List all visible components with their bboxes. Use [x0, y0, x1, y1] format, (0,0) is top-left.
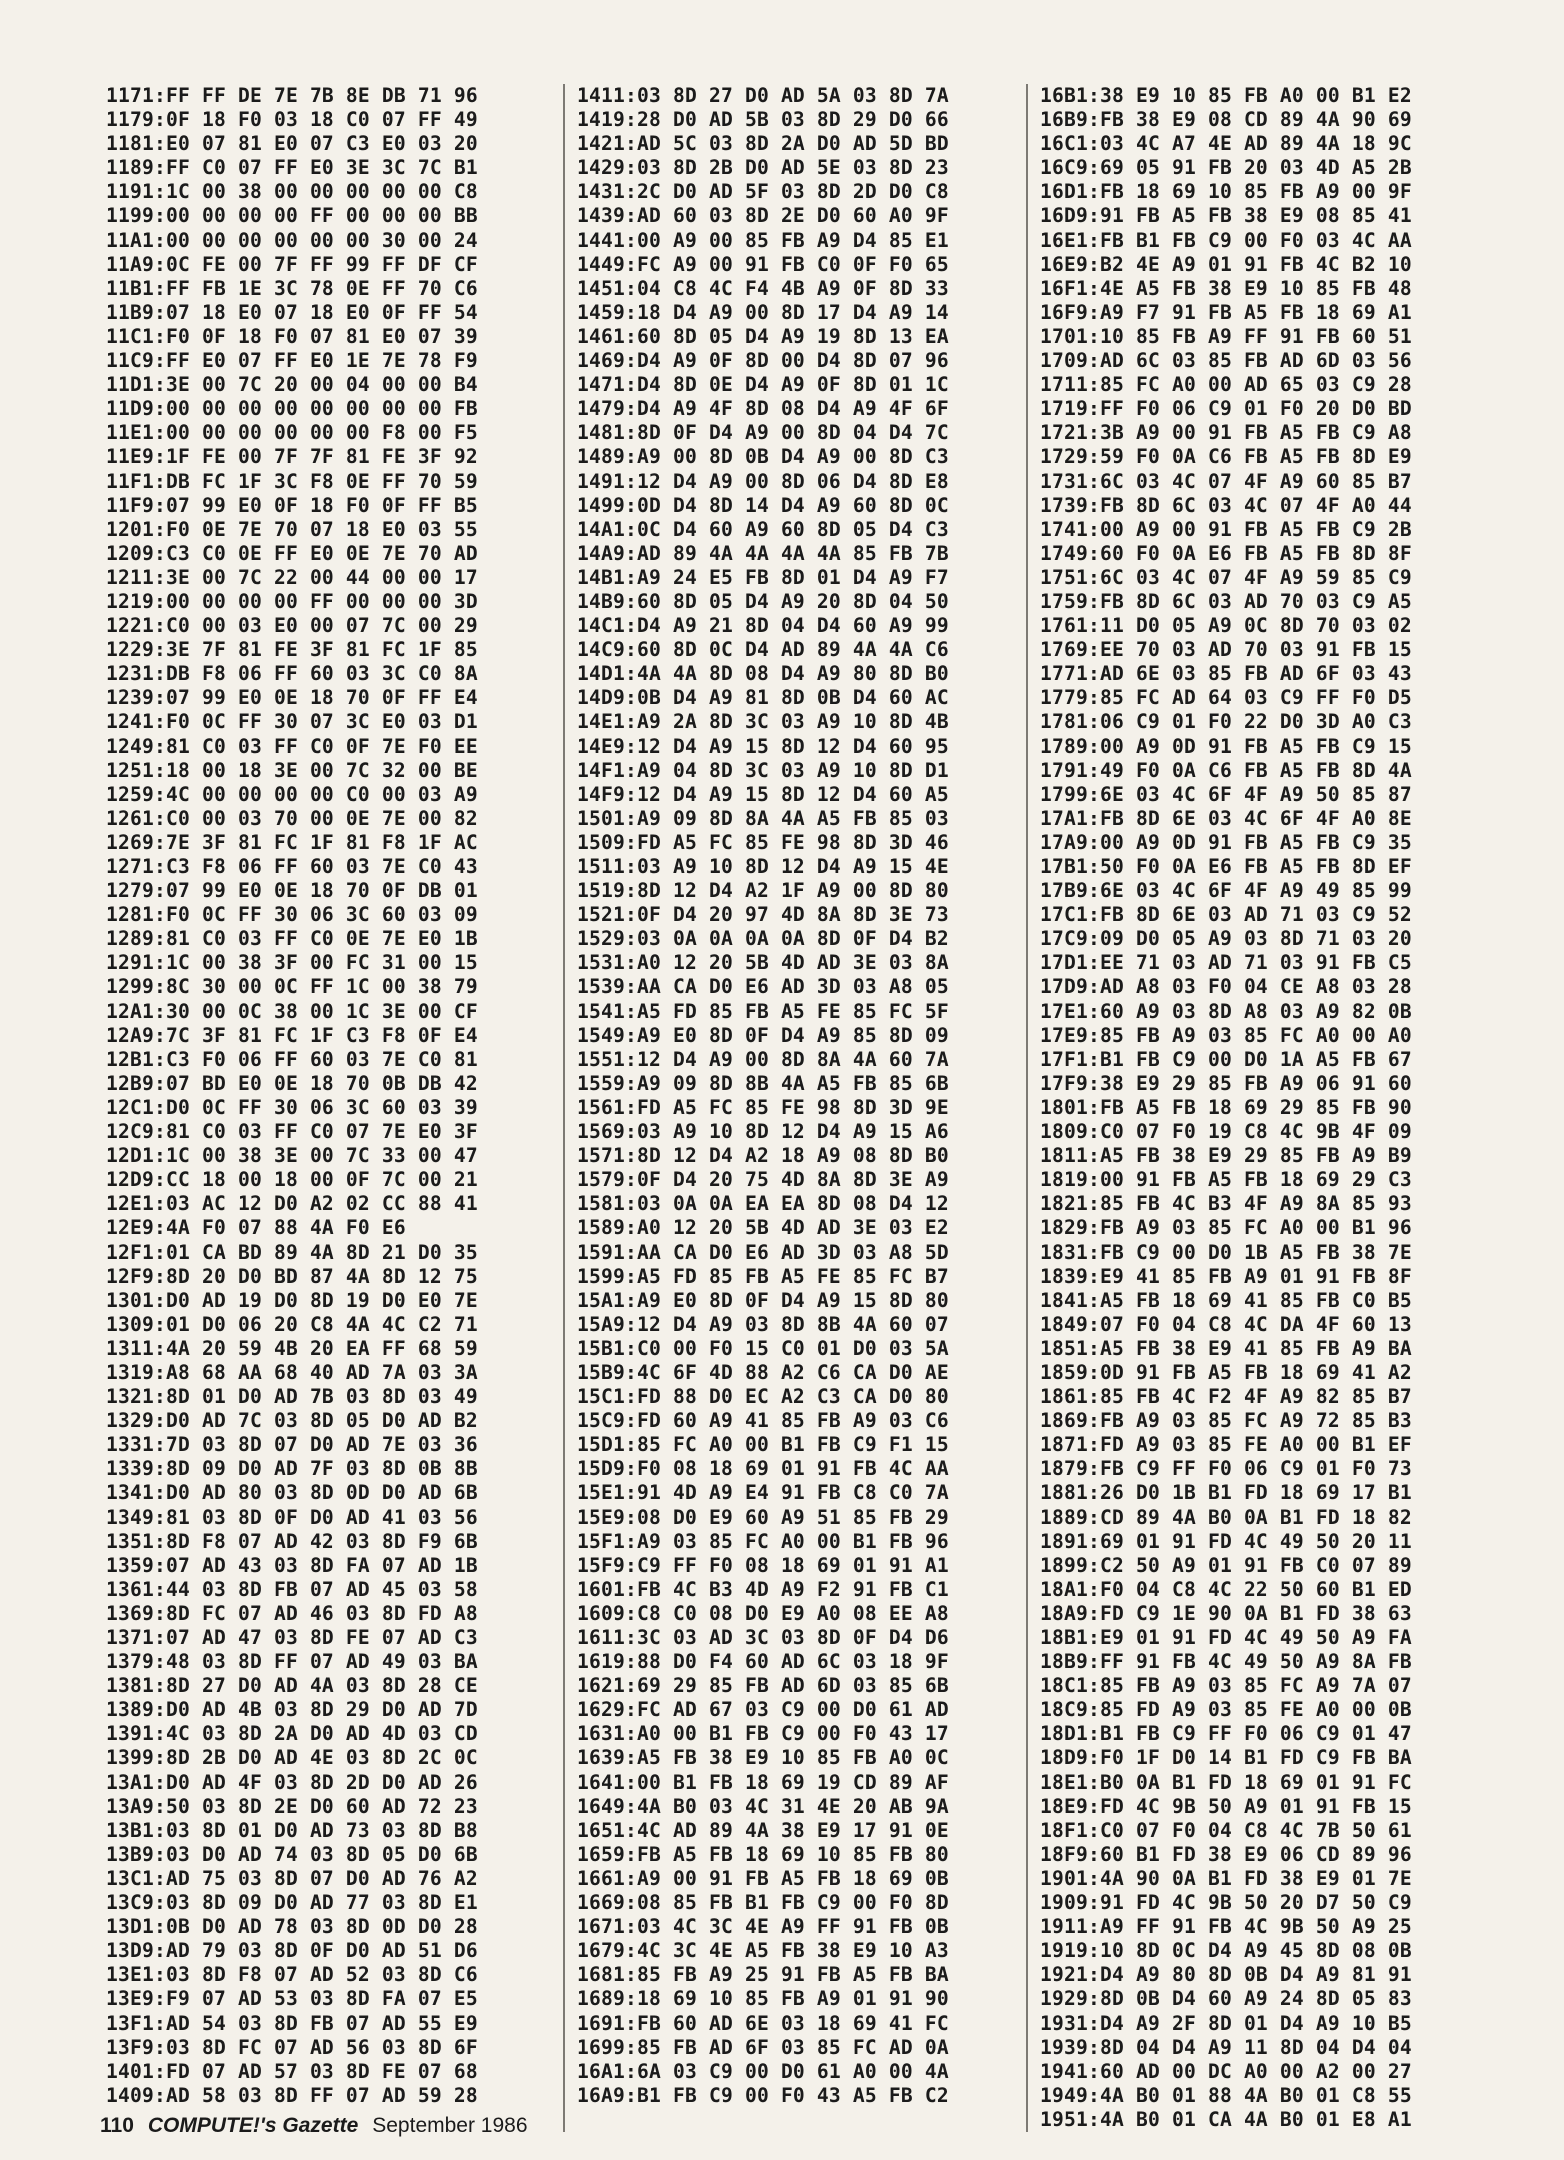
- listing-line: 12B9:07 BD E0 0E 18 70 0B DB 42: [106, 1071, 478, 1095]
- listing-line: 1771:AD 6E 03 85 FB AD 6F 03 43: [1040, 662, 1412, 686]
- listing-line: 1389:D0 AD 4B 03 8D 29 D0 AD 7D: [106, 1698, 478, 1722]
- listing-line: 1201:F0 0E 7E 70 07 18 E0 03 55: [106, 517, 478, 541]
- listing-line: 13E1:03 8D F8 07 AD 52 03 8D C6: [106, 1963, 478, 1987]
- listing-line: 14E9:12 D4 A9 15 8D 12 D4 60 95: [577, 734, 949, 758]
- listing-line: 1699:85 FB AD 6F 03 85 FC AD 0A: [577, 2035, 949, 2059]
- listing-line: 1509:FD A5 FC 85 FE 98 8D 3D 46: [577, 830, 949, 854]
- listing-line: 1581:03 0A 0A EA EA 8D 08 D4 12: [577, 1192, 949, 1216]
- listing-line: 1239:07 99 E0 0E 18 70 0F FF E4: [106, 686, 478, 710]
- listing-line: 12C1:D0 0C FF 30 06 3C 60 03 39: [106, 1095, 478, 1119]
- listing-line: 1311:4A 20 59 4B 20 EA FF 68 59: [106, 1336, 478, 1360]
- listing-line: 1219:00 00 00 00 FF 00 00 00 3D: [106, 589, 478, 613]
- listing-line: 1519:8D 12 D4 A2 1F A9 00 8D 80: [577, 879, 949, 903]
- listing-line: 15E9:08 D0 E9 60 A9 51 85 FB 29: [577, 1505, 949, 1529]
- listing-line: 12F9:8D 20 D0 BD 87 4A 8D 12 75: [106, 1264, 478, 1288]
- listing-line: 1561:FD A5 FC 85 FE 98 8D 3D 9E: [577, 1095, 949, 1119]
- listing-line: 1489:A9 00 8D 0B D4 A9 00 8D C3: [577, 445, 949, 469]
- listing-line: 17C9:09 D0 05 A9 03 8D 71 03 20: [1040, 927, 1412, 951]
- listing-column-2: [563, 84, 1014, 2132]
- listing-line: 16D1:FB 18 69 10 85 FB A9 00 9F: [1040, 180, 1412, 204]
- listing-line: 17A1:FB 8D 6E 03 4C 6F 4F A0 8E: [1040, 806, 1412, 830]
- listing-line: 16F9:A9 F7 91 FB A5 FB 18 69 A1: [1040, 300, 1412, 324]
- listing-line: 1271:C3 F8 06 FF 60 03 7E C0 43: [106, 855, 478, 878]
- listing-line: 1899:C2 50 A9 01 91 FB C0 07 89: [1040, 1553, 1412, 1577]
- listing-line: 1709:AD 6C 03 85 FB AD 6D 03 56: [1040, 349, 1412, 373]
- listing-line: 11B1:FF FB 1E 3C 78 0E FF 70 C6: [106, 276, 478, 300]
- listing-line: 1741:00 A9 00 91 FB A5 FB C9 2B: [1040, 517, 1412, 541]
- listing-line: 16B1:38 E9 10 85 FB A0 00 B1 E2: [1040, 84, 1412, 107]
- listing-line: 1241:F0 0C FF 30 07 3C E0 03 D1: [106, 710, 478, 734]
- listing-line: 1691:FB 60 AD 6E 03 18 69 41 FC: [577, 2011, 949, 2035]
- listing-line: 1431:2C D0 AD 5F 03 8D 2D D0 C8: [577, 180, 949, 204]
- listing-line: 1451:04 C8 4C F4 4B A9 0F 8D 33: [577, 276, 949, 300]
- listing-line: 11D9:00 00 00 00 00 00 00 00 FB: [106, 397, 478, 421]
- listing-line: 1951:4A B0 01 CA 4A B0 01 E8 A1: [1040, 2107, 1412, 2131]
- listing-line: 16D9:91 FB A5 FB 38 E9 08 85 41: [1040, 204, 1412, 228]
- listing-line: 13E9:F9 07 AD 53 03 8D FA 07 E5: [106, 1987, 478, 2011]
- listing-line: 16F1:4E A5 FB 38 E9 10 85 FB 48: [1040, 276, 1412, 300]
- listing-line: 13A9:50 03 8D 2E D0 60 AD 72 23: [106, 1794, 478, 1818]
- listing-line: 1369:8D FC 07 AD 46 03 8D FD A8: [106, 1601, 478, 1625]
- listing-line: 1849:07 F0 04 C8 4C DA 4F 60 13: [1040, 1312, 1412, 1336]
- listing-line: 1811:A5 FB 38 E9 29 85 FB A9 B9: [1040, 1144, 1412, 1168]
- listing-line: 1689:18 69 10 85 FB A9 01 91 90: [577, 1987, 949, 2011]
- listing-line: 1209:C3 C0 0E FF E0 0E 7E 70 AD: [106, 541, 478, 565]
- listing-line: 16E1:FB B1 FB C9 00 F0 03 4C AA: [1040, 228, 1412, 252]
- listing-line: 1229:3E 7F 81 FE 3F 81 FC 1F 85: [106, 638, 478, 662]
- listing-line: 1869:FB A9 03 85 FC A9 72 85 B3: [1040, 1409, 1412, 1433]
- listing-line: 1921:D4 A9 80 8D 0B D4 A9 81 91: [1040, 1963, 1412, 1987]
- listing-line: 1339:8D 09 D0 AD 7F 03 8D 0B 8B: [106, 1457, 478, 1481]
- listing-line: 1649:4A B0 03 4C 31 4E 20 AB 9A: [577, 1794, 949, 1818]
- listing-line: 1429:03 8D 2B D0 AD 5E 03 8D 23: [577, 156, 949, 180]
- listing-line: 18A1:F0 04 C8 4C 22 50 60 B1 ED: [1040, 1577, 1412, 1601]
- listing-line: 14B1:A9 24 E5 FB 8D 01 D4 A9 F7: [577, 565, 949, 589]
- listing-line: 14A1:0C D4 60 A9 60 8D 05 D4 C3: [577, 517, 949, 541]
- listing-line: 15C1:FD 88 D0 EC A2 C3 CA D0 80: [577, 1385, 949, 1409]
- listing-line: 15B1:C0 00 F0 15 C0 01 D0 03 5A: [577, 1336, 949, 1360]
- listing-line: 1319:A8 68 AA 68 40 AD 7A 03 3A: [106, 1360, 478, 1384]
- listing-line: 17D9:AD A8 03 F0 04 CE A8 03 28: [1040, 975, 1412, 999]
- listing-line: 17E1:60 A9 03 8D A8 03 A9 82 0B: [1040, 999, 1412, 1023]
- listing-line: 1481:8D 0F D4 A9 00 8D 04 D4 7C: [577, 421, 949, 445]
- listing-line: 1539:AA CA D0 E6 AD 3D 03 A8 05: [577, 975, 949, 999]
- page-footer: [100, 2114, 528, 2138]
- listing-line: 12D1:1C 00 38 3E 00 7C 33 00 47: [106, 1144, 478, 1168]
- listing-line: 1261:C0 00 03 70 00 0E 7E 00 82: [106, 806, 478, 830]
- listing-line: 18A9:FD C9 1E 90 0A B1 FD 38 63: [1040, 1601, 1412, 1625]
- listing-line: 1769:EE 70 03 AD 70 03 91 FB 15: [1040, 638, 1412, 662]
- listing-line: 13F1:AD 54 03 8D FB 07 AD 55 E9: [106, 2011, 478, 2035]
- listing-line: 1631:A0 00 B1 FB C9 00 F0 43 17: [577, 1722, 949, 1746]
- listing-line: 1211:3E 00 7C 22 00 44 00 00 17: [106, 565, 478, 589]
- listing-line: 1831:FB C9 00 D0 1B A5 FB 38 7E: [1040, 1240, 1412, 1264]
- listing-line: 13D9:AD 79 03 8D 0F D0 AD 51 D6: [106, 1939, 478, 1963]
- listing-line: 12F1:01 CA BD 89 4A 8D 21 D0 35: [106, 1240, 478, 1264]
- listing-line: 1619:88 D0 F4 60 AD 6C 03 18 9F: [577, 1650, 949, 1674]
- listing-line: 15D9:F0 08 18 69 01 91 FB 4C AA: [577, 1457, 949, 1481]
- listing-line: 18F9:60 B1 FD 38 E9 06 CD 89 96: [1040, 1842, 1412, 1866]
- listing-line: 12B1:C3 F0 06 FF 60 03 7E C0 81: [106, 1047, 478, 1071]
- listing-line: 13B1:03 8D 01 D0 AD 73 03 8D B8: [106, 1818, 478, 1842]
- listing-line: 1521:0F D4 20 97 4D 8A 8D 3E 73: [577, 903, 949, 927]
- listing-line: 1551:12 D4 A9 00 8D 8A 4A 60 7A: [577, 1047, 949, 1071]
- listing-line: 13F9:03 8D FC 07 AD 56 03 8D 6F: [106, 2035, 478, 2059]
- listing-line: 1801:FB A5 FB 18 69 29 85 FB 90: [1040, 1095, 1412, 1119]
- listing-line: 13B9:03 D0 AD 74 03 8D 05 D0 6B: [106, 1842, 478, 1866]
- listing-line: 12C9:81 C0 03 FF C0 07 7E E0 3F: [106, 1120, 478, 1144]
- listing-line: 11B9:07 18 E0 07 18 E0 0F FF 54: [106, 300, 478, 324]
- listing-line: 16A9:B1 FB C9 00 F0 43 A5 FB C2: [577, 2083, 949, 2107]
- listing-line: 14A9:AD 89 4A 4A 4A 4A 85 FB 7B: [577, 541, 949, 565]
- listing-line: 1249:81 C0 03 FF C0 0F 7E F0 EE: [106, 734, 478, 758]
- listing-line: 1331:7D 03 8D 07 D0 AD 7E 03 36: [106, 1433, 478, 1457]
- listing-line: 18F1:C0 07 F0 04 C8 4C 7B 50 61: [1040, 1818, 1412, 1842]
- listing-line: 1329:D0 AD 7C 03 8D 05 D0 AD B2: [106, 1409, 478, 1433]
- listing-line: 1839:E9 41 85 FB A9 01 91 FB 8F: [1040, 1264, 1412, 1288]
- listing-line: 17A9:00 A9 0D 91 FB A5 FB C9 35: [1040, 830, 1412, 854]
- listing-line: 1941:60 AD 00 DC A0 00 A2 00 27: [1040, 2059, 1412, 2083]
- listing-line: 1401:FD 07 AD 57 03 8D FE 07 68: [106, 2059, 478, 2083]
- listing-line: 1861:85 FB 4C F2 4F A9 82 85 B7: [1040, 1385, 1412, 1409]
- listing-line: 12E9:4A F0 07 88 4A F0 E6: [106, 1216, 406, 1240]
- listing-line: 13D1:0B D0 AD 78 03 8D 0D D0 28: [106, 1915, 478, 1939]
- listing-line: 1909:91 FD 4C 9B 50 20 D7 50 C9: [1040, 1891, 1412, 1915]
- listing-line: 1859:0D 91 FB A5 FB 18 69 41 A2: [1040, 1360, 1412, 1384]
- listing-line: 1761:11 D0 05 A9 0C 8D 70 03 02: [1040, 614, 1412, 638]
- listing-line: 1611:3C 03 AD 3C 03 8D 0F D4 D6: [577, 1626, 949, 1649]
- listing-line: 1399:8D 2B D0 AD 4E 03 8D 2C 0C: [106, 1746, 478, 1770]
- listing-line: 1181:E0 07 81 E0 07 C3 E0 03 20: [106, 132, 478, 156]
- listing-line: 1661:A9 00 91 FB A5 FB 18 69 0B: [577, 1866, 949, 1890]
- listing-line: 17B1:50 F0 0A E6 FB A5 FB 8D EF: [1040, 855, 1412, 878]
- listing-line: 1391:4C 03 8D 2A D0 AD 4D 03 CD: [106, 1722, 478, 1746]
- listing-line: 1439:AD 60 03 8D 2E D0 60 A0 9F: [577, 204, 949, 228]
- listing-line: 1701:10 85 FB A9 FF 91 FB 60 51: [1040, 324, 1412, 348]
- listing-line: 1889:CD 89 4A B0 0A B1 FD 18 82: [1040, 1505, 1412, 1529]
- listing-line: 1659:FB A5 FB 18 69 10 85 FB 80: [577, 1842, 949, 1866]
- listing-line: 1681:85 FB A9 25 91 FB A5 FB BA: [577, 1963, 949, 1987]
- listing-line: 1789:00 A9 0D 91 FB A5 FB C9 15: [1040, 734, 1412, 758]
- listing-line: 14C9:60 8D 0C D4 AD 89 4A 4A C6: [577, 638, 949, 662]
- listing-line: 1731:6C 03 4C 07 4F A9 60 85 B7: [1040, 469, 1412, 493]
- listing-line: 1949:4A B0 01 88 4A B0 01 C8 55: [1040, 2083, 1412, 2107]
- listing-line: 17C1:FB 8D 6E 03 AD 71 03 C9 52: [1040, 903, 1412, 927]
- listing-line: 1231:DB F8 06 FF 60 03 3C C0 8A: [106, 662, 478, 686]
- listing-line: 1559:A9 09 8D 8B 4A A5 FB 85 6B: [577, 1071, 949, 1095]
- listing-line: 1931:D4 A9 2F 8D 01 D4 A9 10 B5: [1040, 2011, 1412, 2035]
- listing-line: 1919:10 8D 0C D4 A9 45 8D 08 0B: [1040, 1939, 1412, 1963]
- listing-line: 1291:1C 00 38 3F 00 FC 31 00 15: [106, 951, 478, 975]
- listing-line: 13A1:D0 AD 4F 03 8D 2D D0 AD 26: [106, 1770, 478, 1794]
- listing-line: 1751:6C 03 4C 07 4F A9 59 85 C9: [1040, 565, 1412, 589]
- listing-line: 1269:7E 3F 81 FC 1F 81 F8 1F AC: [106, 830, 478, 854]
- listing-line: 1841:A5 FB 18 69 41 85 FB C0 B5: [1040, 1288, 1412, 1312]
- listing-line: 14E1:A9 2A 8D 3C 03 A9 10 8D 4B: [577, 710, 949, 734]
- listing-line: 1939:8D 04 D4 A9 11 8D 04 D4 04: [1040, 2035, 1412, 2059]
- listing-line: 1671:03 4C 3C 4E A9 FF 91 FB 0B: [577, 1915, 949, 1939]
- listing-columns: [100, 84, 1477, 2132]
- listing-line: 14D9:0B D4 A9 81 8D 0B D4 60 AC: [577, 686, 949, 710]
- listing-line: 1609:C8 C0 08 D0 E9 A0 08 EE A8: [577, 1601, 949, 1625]
- listing-line: 17E9:85 FB A9 03 85 FC A0 00 A0: [1040, 1023, 1412, 1047]
- listing-line: 15A9:12 D4 A9 03 8D 8B 4A 60 07: [577, 1312, 949, 1336]
- listing-line: 1929:8D 0B D4 60 A9 24 8D 05 83: [1040, 1987, 1412, 2011]
- listing-line: 1541:A5 FD 85 FB A5 FE 85 FC 5F: [577, 999, 949, 1023]
- listing-line: 16C9:69 05 91 FB 20 03 4D A5 2B: [1040, 156, 1412, 180]
- listing-line: 12D9:CC 18 00 18 00 0F 7C 00 21: [106, 1168, 478, 1192]
- listing-line: 11F9:07 99 E0 0F 18 F0 0F FF B5: [106, 493, 478, 517]
- listing-line: 18B9:FF 91 FB 4C 49 50 A9 8A FB: [1040, 1650, 1412, 1674]
- listing-line: 18C1:85 FB A9 03 85 FC A9 7A 07: [1040, 1674, 1412, 1698]
- listing-line: 12A9:7C 3F 81 FC 1F C3 F8 0F E4: [106, 1023, 478, 1047]
- listing-line: 18E1:B0 0A B1 FD 18 69 01 91 FC: [1040, 1770, 1412, 1794]
- listing-line: 1639:A5 FB 38 E9 10 85 FB A0 0C: [577, 1746, 949, 1770]
- listing-line: 1321:8D 01 D0 AD 7B 03 8D 03 49: [106, 1385, 478, 1409]
- listing-line: 14C1:D4 A9 21 8D 04 D4 60 A9 99: [577, 614, 949, 638]
- listing-line: 1549:A9 E0 8D 0F D4 A9 85 8D 09: [577, 1023, 949, 1047]
- listing-line: 1441:00 A9 00 85 FB A9 D4 85 E1: [577, 228, 949, 252]
- listing-line: 1621:69 29 85 FB AD 6D 03 85 6B: [577, 1674, 949, 1698]
- issue-date: September 1986: [372, 2114, 528, 2137]
- listing-line: 11F1:DB FC 1F 3C F8 0E FF 70 59: [106, 469, 478, 493]
- listing-line: 15B9:4C 6F 4D 88 A2 C6 CA D0 AE: [577, 1360, 949, 1384]
- listing-line: 1881:26 D0 1B B1 FD 18 69 17 B1: [1040, 1481, 1412, 1505]
- listing-line: 1191:1C 00 38 00 00 00 00 00 C8: [106, 180, 478, 204]
- listing-line: 1379:48 03 8D FF 07 AD 49 03 BA: [106, 1650, 478, 1674]
- listing-line: 11A1:00 00 00 00 00 00 30 00 24: [106, 228, 478, 252]
- listing-line: 1651:4C AD 89 4A 38 E9 17 91 0E: [577, 1818, 949, 1842]
- listing-line: 1459:18 D4 A9 00 8D 17 D4 A9 14: [577, 300, 949, 324]
- listing-line: 11A9:0C FE 00 7F FF 99 FF DF CF: [106, 252, 478, 276]
- listing-line: 1341:D0 AD 80 03 8D 0D D0 AD 6B: [106, 1481, 478, 1505]
- listing-line: 1259:4C 00 00 00 00 C0 00 03 A9: [106, 782, 478, 806]
- listing-line: 1819:00 91 FB A5 FB 18 69 29 C3: [1040, 1168, 1412, 1192]
- listing-line: 1371:07 AD 47 03 8D FE 07 AD C3: [106, 1626, 478, 1649]
- listing-line: 17B9:6E 03 4C 6F 4F A9 49 85 99: [1040, 879, 1412, 903]
- listing-column-1: [100, 84, 551, 2132]
- listing-line: 12E1:03 AC 12 D0 A2 02 CC 88 41: [106, 1192, 478, 1216]
- listing-line: 14B9:60 8D 05 D4 A9 20 8D 04 50: [577, 589, 949, 613]
- listing-line: 1729:59 F0 0A C6 FB A5 FB 8D E9: [1040, 445, 1412, 469]
- listing-line: 15F9:C9 FF F0 08 18 69 01 91 A1: [577, 1553, 949, 1577]
- listing-line: 15A1:A9 E0 8D 0F D4 A9 15 8D 80: [577, 1288, 949, 1312]
- listing-line: 1669:08 85 FB B1 FB C9 00 F0 8D: [577, 1891, 949, 1915]
- listing-line: 1479:D4 A9 4F 8D 08 D4 A9 4F 6F: [577, 397, 949, 421]
- listing-line: 1871:FD A9 03 85 FE A0 00 B1 EF: [1040, 1433, 1412, 1457]
- listing-line: 1809:C0 07 F0 19 C8 4C 9B 4F 09: [1040, 1120, 1412, 1144]
- listing-line: 11E1:00 00 00 00 00 00 F8 00 F5: [106, 421, 478, 445]
- listing-line: 1469:D4 A9 0F 8D 00 D4 8D 07 96: [577, 349, 949, 373]
- listing-line: 18C9:85 FD A9 03 85 FE A0 00 0B: [1040, 1698, 1412, 1722]
- listing-line: 1299:8C 30 00 0C FF 1C 00 38 79: [106, 975, 478, 999]
- listing-line: 18B1:E9 01 91 FD 4C 49 50 A9 FA: [1040, 1626, 1412, 1649]
- listing-line: 1879:FB C9 FF F0 06 C9 01 F0 73: [1040, 1457, 1412, 1481]
- listing-line: 1591:AA CA D0 E6 AD 3D 03 A8 5D: [577, 1240, 949, 1264]
- page-number: 110: [100, 2114, 134, 2137]
- listing-line: 15C9:FD 60 A9 41 85 FB A9 03 C6: [577, 1409, 949, 1433]
- listing-line: 1529:03 0A 0A 0A 0A 8D 0F D4 B2: [577, 927, 949, 951]
- listing-line: 11C1:F0 0F 18 F0 07 81 E0 07 39: [106, 324, 478, 348]
- listing-line: 1759:FB 8D 6C 03 AD 70 03 C9 A5: [1040, 589, 1412, 613]
- listing-line: 1739:FB 8D 6C 03 4C 07 4F A0 44: [1040, 493, 1412, 517]
- listing-line: 14F1:A9 04 8D 3C 03 A9 10 8D D1: [577, 758, 949, 782]
- listing-line: 1501:A9 09 8D 8A 4A A5 FB 85 03: [577, 806, 949, 830]
- listing-line: 18D1:B1 FB C9 FF F0 06 C9 01 47: [1040, 1722, 1412, 1746]
- listing-line: 18D9:F0 1F D0 14 B1 FD C9 FB BA: [1040, 1746, 1412, 1770]
- listing-line: 1419:28 D0 AD 5B 03 8D 29 D0 66: [577, 108, 949, 132]
- listing-line: 15F1:A9 03 85 FC A0 00 B1 FB 96: [577, 1529, 949, 1553]
- listing-line: 1499:0D D4 8D 14 D4 A9 60 8D 0C: [577, 493, 949, 517]
- listing-line: 1891:69 01 91 FD 4C 49 50 20 11: [1040, 1529, 1412, 1553]
- listing-line: 1411:03 8D 27 D0 AD 5A 03 8D 7A: [577, 84, 949, 107]
- listing-line: 1301:D0 AD 19 D0 8D 19 D0 E0 7E: [106, 1288, 478, 1312]
- listing-line: 1171:FF FF DE 7E 7B 8E DB 71 96: [106, 84, 478, 107]
- listing-line: 1679:4C 3C 4E A5 FB 38 E9 10 A3: [577, 1939, 949, 1963]
- listing-line: 1409:AD 58 03 8D FF 07 AD 59 28: [106, 2083, 478, 2107]
- listing-line: 1221:C0 00 03 E0 00 07 7C 00 29: [106, 614, 478, 638]
- listing-line: 12A1:30 00 0C 38 00 1C 3E 00 CF: [106, 999, 478, 1023]
- listing-line: 1251:18 00 18 3E 00 7C 32 00 BE: [106, 758, 478, 782]
- listing-line: 1711:85 FC A0 00 AD 65 03 C9 28: [1040, 373, 1412, 397]
- listing-line: 11C9:FF E0 07 FF E0 1E 7E 78 F9: [106, 349, 478, 373]
- listing-line: 1599:A5 FD 85 FB A5 FE 85 FC B7: [577, 1264, 949, 1288]
- listing-line: 13C9:03 8D 09 D0 AD 77 03 8D E1: [106, 1891, 478, 1915]
- listing-line: 1779:85 FC AD 64 03 C9 FF F0 D5: [1040, 686, 1412, 710]
- listing-line: 1491:12 D4 A9 00 8D 06 D4 8D E8: [577, 469, 949, 493]
- listing-line: 16A1:6A 03 C9 00 D0 61 A0 00 4A: [577, 2059, 949, 2083]
- listing-line: 1829:FB A9 03 85 FC A0 00 B1 96: [1040, 1216, 1412, 1240]
- listing-line: 16B9:FB 38 E9 08 CD 89 4A 90 69: [1040, 108, 1412, 132]
- listing-line: 14D1:4A 4A 8D 08 D4 A9 80 8D B0: [577, 662, 949, 686]
- listing-line: 1421:AD 5C 03 8D 2A D0 AD 5D BD: [577, 132, 949, 156]
- listing-line: 1189:FF C0 07 FF E0 3E 3C 7C B1: [106, 156, 478, 180]
- listing-line: 1851:A5 FB 38 E9 41 85 FB A9 BA: [1040, 1336, 1412, 1360]
- listing-line: 16C1:03 4C A7 4E AD 89 4A 18 9C: [1040, 132, 1412, 156]
- listing-line: 17F9:38 E9 29 85 FB A9 06 91 60: [1040, 1071, 1412, 1095]
- listing-line: 1749:60 F0 0A E6 FB A5 FB 8D 8F: [1040, 541, 1412, 565]
- listing-line: 1511:03 A9 10 8D 12 D4 A9 15 4E: [577, 855, 949, 878]
- listing-line: 1281:F0 0C FF 30 06 3C 60 03 09: [106, 903, 478, 927]
- listing-line: 1901:4A 90 0A B1 FD 38 E9 01 7E: [1040, 1866, 1412, 1890]
- listing-line: 1799:6E 03 4C 6F 4F A9 50 85 87: [1040, 782, 1412, 806]
- listing-line: 1471:D4 8D 0E D4 A9 0F 8D 01 1C: [577, 373, 949, 397]
- listing-line: 1531:A0 12 20 5B 4D AD 3E 03 8A: [577, 951, 949, 975]
- listing-line: 15D1:85 FC A0 00 B1 FB C9 F1 15: [577, 1433, 949, 1457]
- listing-line: 1641:00 B1 FB 18 69 19 CD 89 AF: [577, 1770, 949, 1794]
- listing-line: 1721:3B A9 00 91 FB A5 FB C9 A8: [1040, 421, 1412, 445]
- listing-line: 1629:FC AD 67 03 C9 00 D0 61 AD: [577, 1698, 949, 1722]
- listing-line: 14F9:12 D4 A9 15 8D 12 D4 60 A5: [577, 782, 949, 806]
- listing-line: 1791:49 F0 0A C6 FB A5 FB 8D 4A: [1040, 758, 1412, 782]
- listing-line: 1911:A9 FF 91 FB 4C 9B 50 A9 25: [1040, 1915, 1412, 1939]
- listing-line: 17F1:B1 FB C9 00 D0 1A A5 FB 67: [1040, 1047, 1412, 1071]
- listing-line: 1351:8D F8 07 AD 42 03 8D F9 6B: [106, 1529, 478, 1553]
- listing-line: 1781:06 C9 01 F0 22 D0 3D A0 C3: [1040, 710, 1412, 734]
- listing-column-3: [1026, 84, 1477, 2132]
- listing-line: 16E9:B2 4E A9 01 91 FB 4C B2 10: [1040, 252, 1412, 276]
- listing-line: 11D1:3E 00 7C 20 00 04 00 00 B4: [106, 373, 478, 397]
- listing-line: 1289:81 C0 03 FF C0 0E 7E E0 1B: [106, 927, 478, 951]
- listing-line: 1449:FC A9 00 91 FB C0 0F F0 65: [577, 252, 949, 276]
- listing-line: 1381:8D 27 D0 AD 4A 03 8D 28 CE: [106, 1674, 478, 1698]
- listing-line: 1579:0F D4 20 75 4D 8A 8D 3E A9: [577, 1168, 949, 1192]
- listing-line: 11E9:1F FE 00 7F 7F 81 FE 3F 92: [106, 445, 478, 469]
- listing-line: 18E9:FD 4C 9B 50 A9 01 91 FB 15: [1040, 1794, 1412, 1818]
- listing-line: 1309:01 D0 06 20 C8 4A 4C C2 71: [106, 1312, 478, 1336]
- listing-line: 1359:07 AD 43 03 8D FA 07 AD 1B: [106, 1553, 478, 1577]
- magazine-title: COMPUTE!'s Gazette: [147, 2114, 359, 2137]
- listing-line: 1179:0F 18 F0 03 18 C0 07 FF 49: [106, 108, 478, 132]
- listing-line: 1279:07 99 E0 0E 18 70 0F DB 01: [106, 879, 478, 903]
- listing-line: 1601:FB 4C B3 4D A9 F2 91 FB C1: [577, 1577, 949, 1601]
- listing-line: 1461:60 8D 05 D4 A9 19 8D 13 EA: [577, 324, 949, 348]
- listing-line: 1199:00 00 00 00 FF 00 00 00 BB: [106, 204, 478, 228]
- listing-line: 17D1:EE 71 03 AD 71 03 91 FB C5: [1040, 951, 1412, 975]
- listing-line: 15E1:91 4D A9 E4 91 FB C8 C0 7A: [577, 1481, 949, 1505]
- listing-line: 1361:44 03 8D FB 07 AD 45 03 58: [106, 1577, 478, 1601]
- listing-line: 13C1:AD 75 03 8D 07 D0 AD 76 A2: [106, 1866, 478, 1890]
- listing-line: 1349:81 03 8D 0F D0 AD 41 03 56: [106, 1505, 478, 1529]
- listing-line: 1571:8D 12 D4 A2 18 A9 08 8D B0: [577, 1144, 949, 1168]
- listing-line: 1719:FF F0 06 C9 01 F0 20 D0 BD: [1040, 397, 1412, 421]
- listing-line: 1569:03 A9 10 8D 12 D4 A9 15 A6: [577, 1120, 949, 1144]
- listing-line: 1821:85 FB 4C B3 4F A9 8A 85 93: [1040, 1192, 1412, 1216]
- listing-line: 1589:A0 12 20 5B 4D AD 3E 03 E2: [577, 1216, 949, 1240]
